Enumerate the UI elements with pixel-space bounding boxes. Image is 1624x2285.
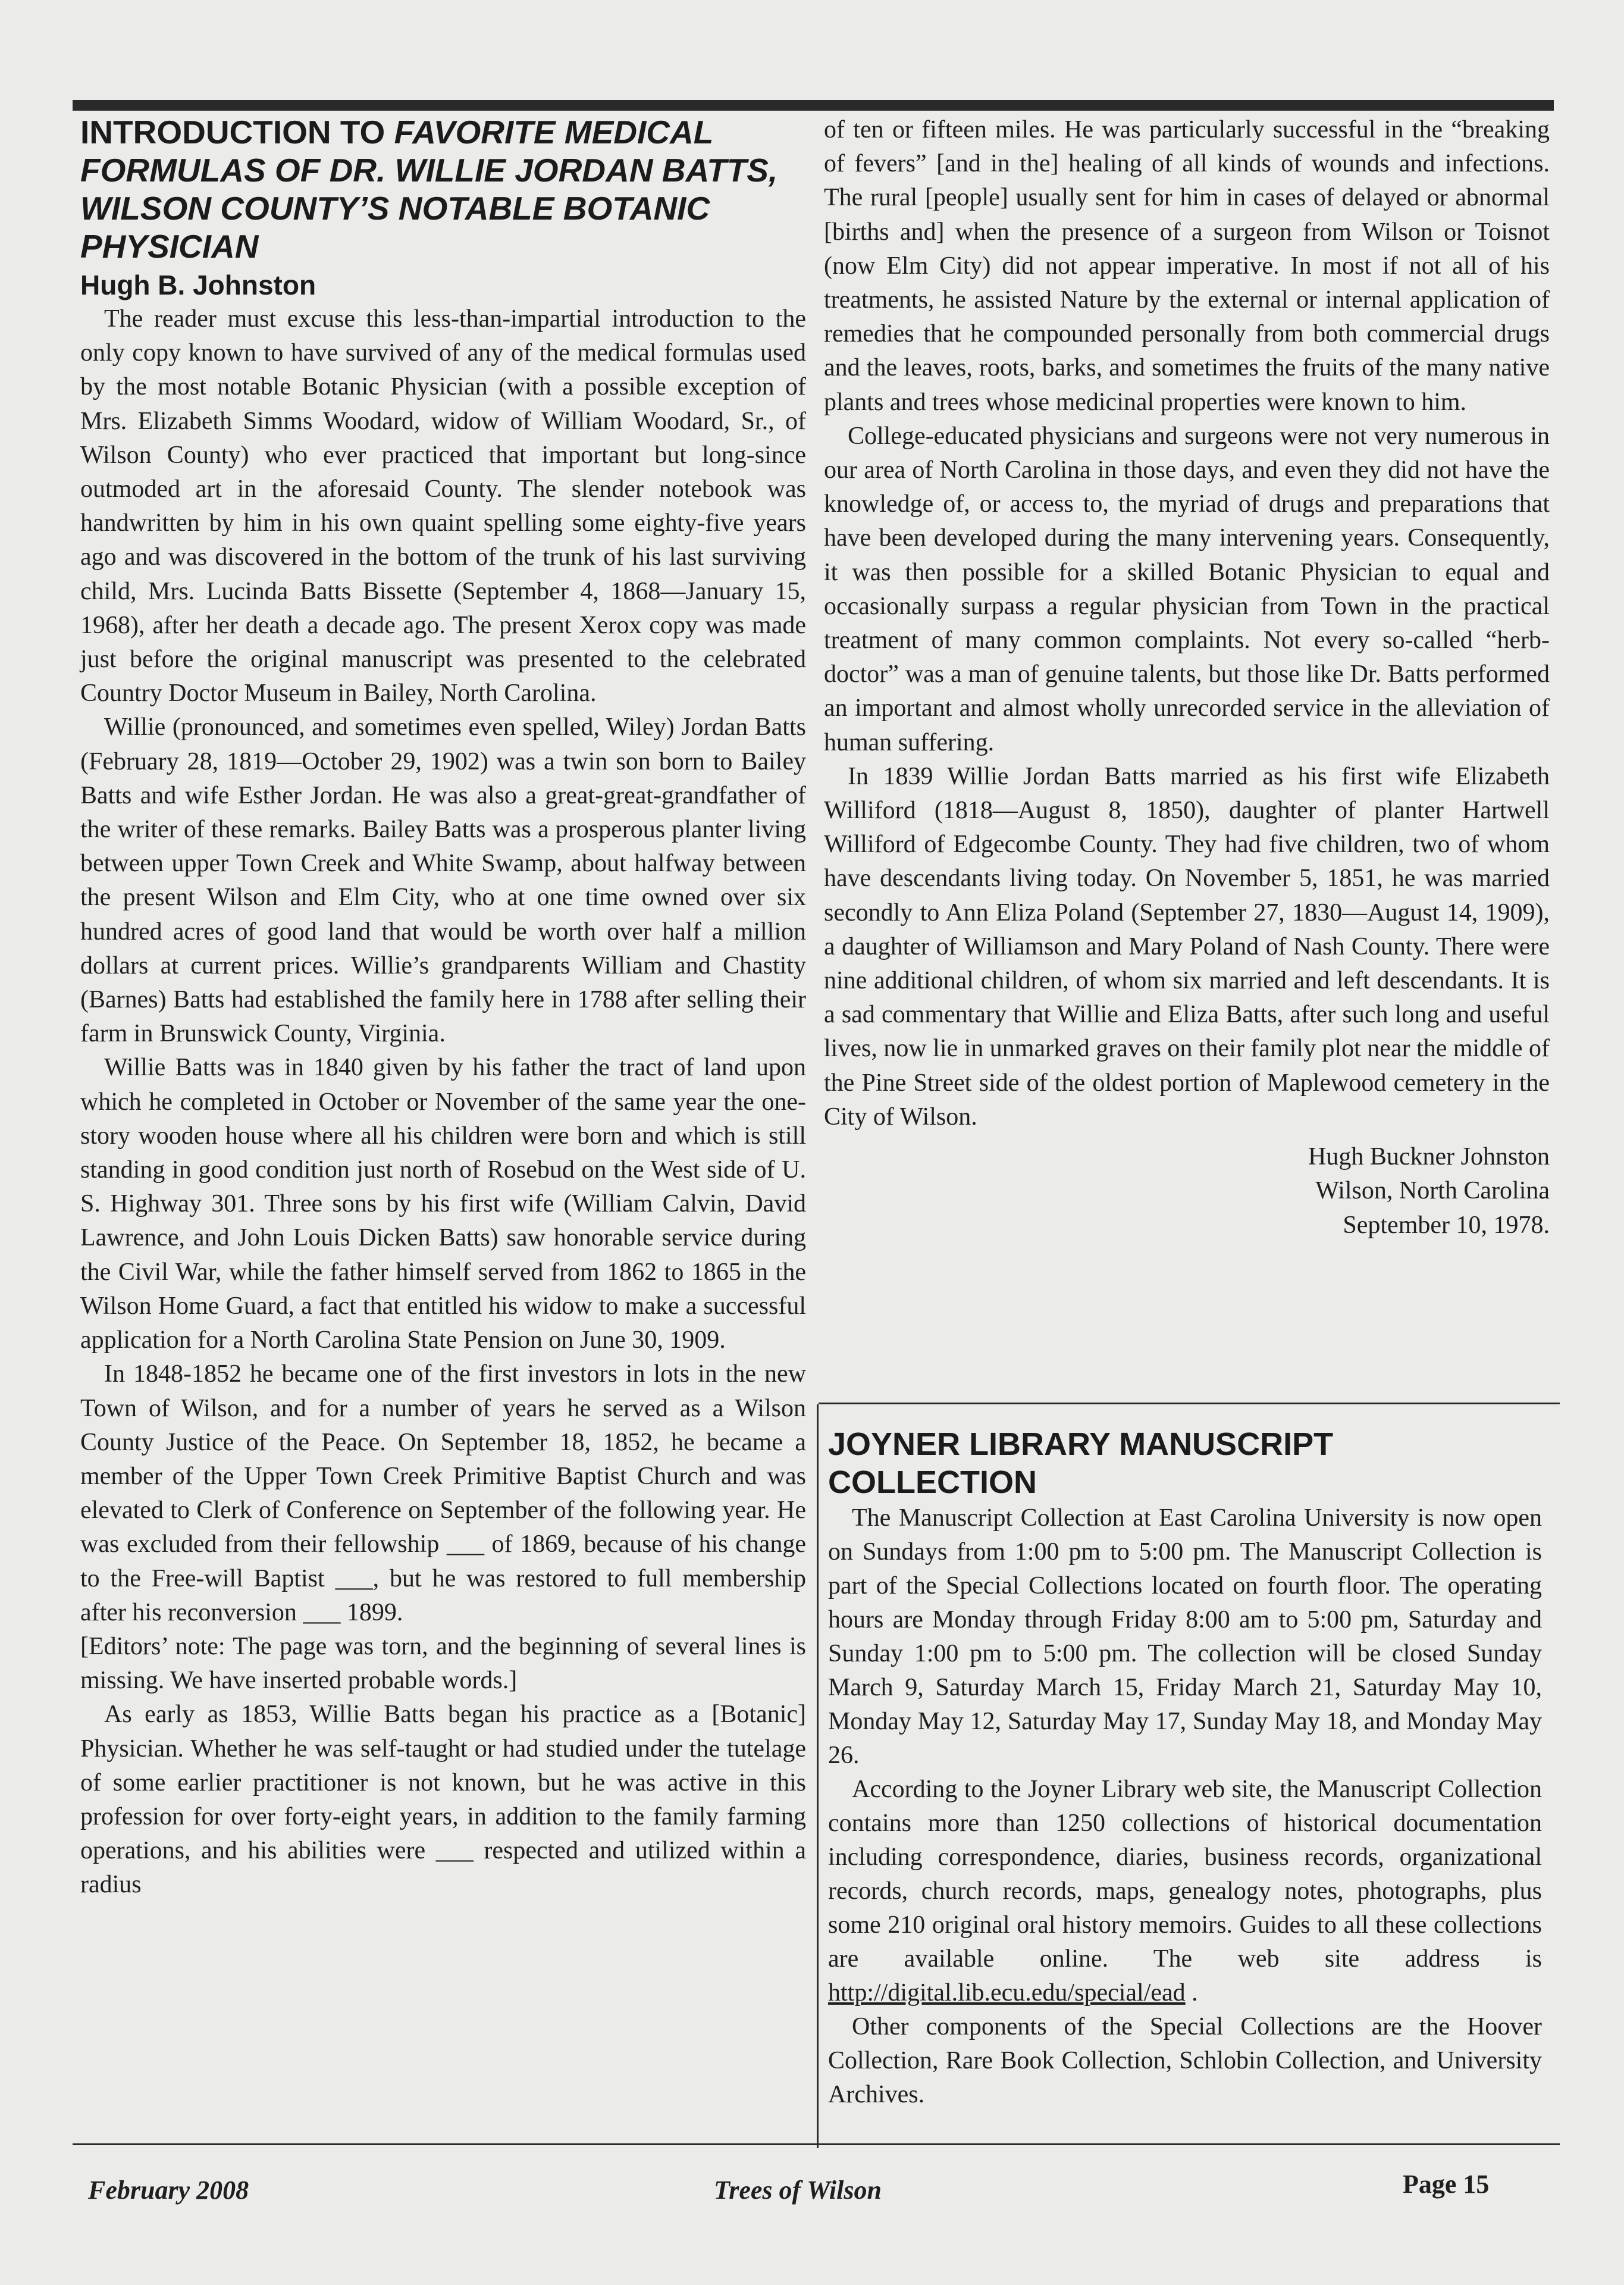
- article-paragraph: The reader must excuse this less-than-impartial introduction to the only copy known to have survived of any of the medical formulas used by the most notable Botanic Physician (with a possible exception of Mrs. Elizabeth Simms Woodard, widow of William Woodard, Sr., of Wilson County) who ever practiced that important but long-since outmoded art in the aforesaid County. The slender notebook was handwritten by him in his own quaint spelling some eighty-five years ago and was discovered in the bottom of the trunk of his last surviving child, Mrs. Lucinda Batts Bissette (September 4, 1868—January 15, 1968), after her death a decade ago. The present Xerox copy was made just before the original manuscript was presented to the celebrated Country Doctor Museum in Bailey, North Carolina.: [80, 305, 806, 708]
- footer-publication: Trees of Wilson: [714, 2176, 882, 2205]
- article-title: [80, 113, 806, 265]
- signature-date: September 10, 1978.: [1343, 1211, 1550, 1239]
- article-paragraph: of ten or fifteen miles. He was particularly successful in the “breaking of fevers” [and in the] healing of all kinds of wounds and infections. The rural [people] usually sent for him in cases of delayed or abnormal [births and] when the presence of a surgeon from Wilson or Toisnot (now Elm City) did not appear imperative. In most if not all of his treatments, he assisted Nature by the external or internal application of remedies that he compounded personally from both commercial drugs and the leaves, roots, barks, and sometimes the fruits of the many native plants and trees whose medicinal properties were known to him.: [824, 116, 1550, 416]
- sidebar-left-rule: [817, 1404, 819, 2148]
- article-paragraph: College-educated physicians and surgeons were not very numerous in our area of North Carolina in those days, and even they did not have the knowledge of, or access to, the myriad of drugs and preparations that have been developed during the many intervening years. Consequently, it was then possible for a skilled Botanic Physician to equal and occasionally surpass a regular physician from Town in the practical treatment of many common complaints. Not every so-called “herb-doctor” was a man of genuine talents, but those like Dr. Batts performed an important and almost wholly unrecorded service in the alleviation of human suffering.: [824, 422, 1550, 756]
- top-rule: [73, 100, 1554, 111]
- sidebar-paragraph-text: According to the Joyner Library web site, the Manuscript Collection contains more than 1250 collections of historical documentation including correspondence, diaries, business records, organizational records, church records, maps, genealogy notes, photographs, plus some 210 original oral history memoirs. Guides to all these collections are available online. The web site address is: [828, 1776, 1542, 1973]
- sidebar-paragraph: The Manuscript Collection at East Carolina University is now open on Sundays from 1:00 pm to 5:00 pm. The Manuscript Collection is part of the Special Collections located on fourth floor. The operating hours are Monday through Friday 8:00 am to 5:00 pm, Saturday and Sunday 1:00 pm to 5:00 pm. The collection will be closed Sunday March 9, Saturday March 15, Friday March 21, Saturday May 10, Monday May 12, Saturday May 17, Sunday May 18, and Monday May 26.: [828, 1504, 1542, 1769]
- signature-name: Hugh Buckner Johnston: [1308, 1143, 1550, 1171]
- article-title-italic: FAVORITE MEDICAL FORMULAS OF DR. WILLIE JORDAN BATTS, WILSON COUNTY’S NOTABLE BOTANIC PHYSICIAN: [80, 114, 778, 265]
- footer-date: February 2008: [88, 2176, 249, 2205]
- sidebar-title: JOYNER LIBRARY MANUSCRIPT COLLECTION: [828, 1426, 1334, 1500]
- sidebar-top-rule: [819, 1403, 1560, 1404]
- article-signature: [824, 1140, 1550, 1242]
- link-trailing-period: .: [1185, 1979, 1198, 2007]
- footer-page-number: Page 15: [1403, 2170, 1490, 2199]
- article-right-column: [824, 113, 1550, 1242]
- joyner-library-sidebar: [828, 1425, 1542, 2112]
- article-paragraph: As early as 1853, Willie Batts began his practice as a [Botanic] Physician. Whether he was self-taught or had studied under the tutelage of some earlier practitioner is not known, but he was active in this profession for over forty-eight years, in addition to the family farming operations, and his abilities were ___ respected and utilized within a radius: [80, 1701, 806, 1899]
- sidebar-paragraph-web: [828, 1773, 1542, 2010]
- editors-note: [Editors’ note: The page was torn, and the beginning of several lines is missing. We have inserted probable words.]: [80, 1632, 806, 1695]
- article-author: Hugh B. Johnston: [80, 270, 316, 301]
- article-title-plain: INTRODUCTION TO: [80, 114, 394, 151]
- article-paragraph: Willie Batts was in 1840 given by his father the tract of land upon which he completed in October or November of the same year the one-story wooden house where all his children were born and which is still standing in good condition just north of Rosebud on the West side of U. S. Highway 301. Three sons by his first wife (William Calvin, David Lawrence, and John Louis Dicken Batts) saw honorable service during the Civil War, while the father himself served from 1862 to 1865 in the Wilson Home Guard, a fact that entitled his widow to make a successful application for a North Carolina State Pension on June 30, 1909.: [80, 1054, 806, 1354]
- article-paragraph: In 1848-1852 he became one of the first investors in lots in the new Town of Wilson, and for a number of years he served as a Wilson County Justice of the Peace. On September 18, 1852, he became a member of the Upper Town Creek Primitive Baptist Church and was elevated to Clerk of Conference on September of the following year. He was excluded from their fellowship ___ of 1869, because of his change to the Free-will Baptist ___, but he was restored to full membership after his reconversion ___ 1899.: [80, 1360, 806, 1626]
- article-paragraph: Willie (pronounced, and sometimes even spelled, Wiley) Jordan Batts (February 28, 1819—October 29, 1902) was a twin son born to Bailey Batts and wife Esther Jordan. He was also a great-great-grandfather of the writer of these remarks. Bailey Batts was a prosperous planter living between upper Town Creek and White Swamp, about halfway between the present Wilson and Elm City, who at one time owned over six hundred acres of good land that would be worth over half a million dollars at current prices. Willie’s grandparents William and Chastity (Barnes) Batts had established the family here in 1788 after selling their farm in Brunswick County, Virginia.: [80, 713, 806, 1048]
- manuscript-collection-link[interactable]: http://digital.lib.ecu.edu/special/ead: [828, 1979, 1186, 2007]
- bottom-rule: [73, 2143, 1560, 2145]
- sidebar-paragraph: Other components of the Special Collections are the Hoover Collection, Rare Book Collection, Schlobin Collection, and University Archives.: [828, 2013, 1542, 2108]
- article-left-column: [80, 113, 806, 1902]
- article-paragraph: In 1839 Willie Jordan Batts married as his first wife Elizabeth Williford (1818—August 8, 1850), daughter of planter Hartwell Williford of Edgecombe County. They had five children, two of whom have descendants living today. On November 5, 1851, he was married secondly to Ann Eliza Poland (September 27, 1830—August 14, 1909), a daughter of Williamson and Mary Poland of Nash County. There were nine additional children, of whom six married and left descendants. It is a sad commentary that Willie and Eliza Batts, after such long and useful lives, now lie in unmarked graves on their family plot near the middle of the Pine Street side of the oldest portion of Maplewood cemetery in the City of Wilson.: [824, 762, 1550, 1131]
- signature-place: Wilson, North Carolina: [1315, 1177, 1550, 1205]
